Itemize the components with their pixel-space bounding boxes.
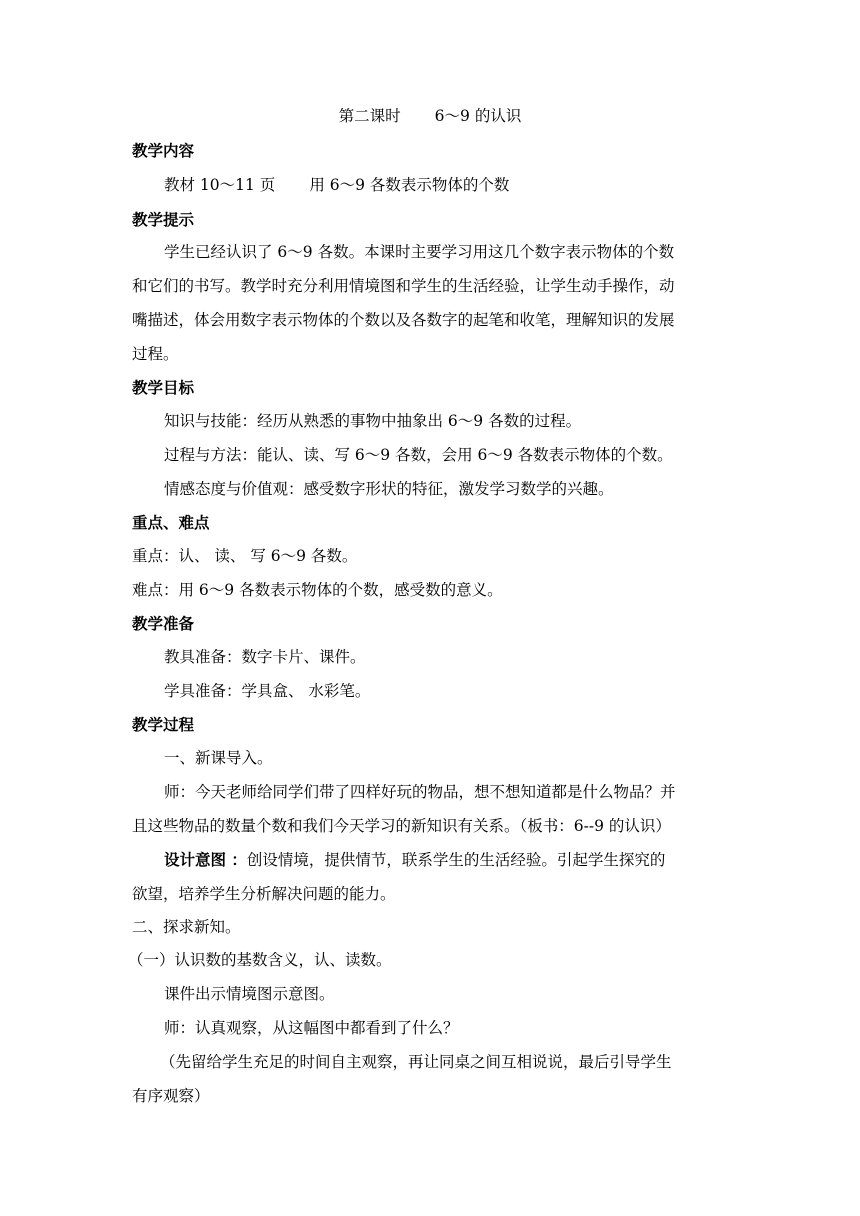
note-line-2: 有序观察） (132, 1087, 210, 1105)
note-line-1: （先留给学生充足的时间自主观察，再让同桌之间互相说说，最后引导学生 (160, 1053, 672, 1071)
design-intent-line-2: 欲望，培养学生分析解决问题的能力。 (132, 885, 396, 903)
prep-teacher: 教具准备：数字卡片、课件。 (164, 648, 366, 666)
lesson-title-part2: 6～9 的认识 (434, 107, 522, 125)
lesson-title-part1: 第二课时 (338, 107, 401, 125)
content-text-pages: 教材 10～11 页 (164, 176, 276, 194)
prep-heading: 教学准备 (132, 615, 195, 633)
difficult-point: 难点：用 6～9 各数表示物体的个数，感受数的意义。 (132, 581, 503, 599)
design-intent-text-1: 创设情境，提供情节，联系学生的生活经验。引起学生探究的 (246, 851, 666, 869)
sub-step-1: （一）认识数的基数含义，认、读数。 (128, 951, 392, 969)
teacher-line-2: 且这些物品的数量个数和我们今天学习的新知识有关系。（板书：6--9 的认识） (132, 817, 671, 835)
teacher-ask: 师：认真观察，从这幅图中都看到了什么？ (164, 1019, 459, 1037)
lesson-title (0, 106, 860, 126)
process-heading: 教学过程 (132, 716, 195, 734)
tips-line-2: 和它们的书写。教学时充分利用情境图和学生的生活经验，让学生动手操作，动 (132, 277, 675, 295)
prep-student: 学具准备：学具盒、 水彩笔。 (164, 682, 371, 700)
tips-line-4: 过程。 (132, 345, 179, 363)
goal-process: 过程与方法：能认、读、写 6～9 各数，会用 6～9 各数表示物体的个数。 (164, 446, 673, 464)
key-point: 重点：认、 读、 写 6～9 各数。 (132, 547, 358, 565)
teacher-line-1: 师：今天老师给同学们带了四样好玩的物品，想不想知道都是什么物品？并 (164, 783, 676, 801)
goal-attitude: 情感态度与价值观：感受数字形状的特征，激发学习数学的兴趣。 (164, 480, 614, 498)
content-text (164, 175, 734, 195)
tips-heading: 教学提示 (132, 211, 195, 229)
step-2: 二、探求新知。 (132, 918, 241, 936)
design-intent-label: 设计意图 ： (164, 851, 247, 869)
content-heading: 教学内容 (132, 142, 195, 160)
design-intent-line-1 (164, 850, 734, 870)
content-text-topic: 用 6～9 各数表示物体的个数 (309, 176, 510, 194)
tips-line-3: 嘴描述，体会用数字表示物体的个数以及各数字的起笔和收笔，理解知识的发展 (132, 311, 675, 329)
tips-line-1: 学生已经认识了 6～9 各数。本课时主要学习用这几个数字表示物体的个数 (164, 243, 675, 261)
step-1: 一、新课导入。 (164, 749, 273, 767)
key-heading: 重点、难点 (132, 514, 210, 532)
goals-heading: 教学目标 (132, 379, 195, 397)
courseware-line: 课件出示情境图示意图。 (164, 985, 335, 1003)
goal-knowledge: 知识与技能：经历从熟悉的事物中抽象出 6～9 各数的过程。 (164, 412, 582, 430)
